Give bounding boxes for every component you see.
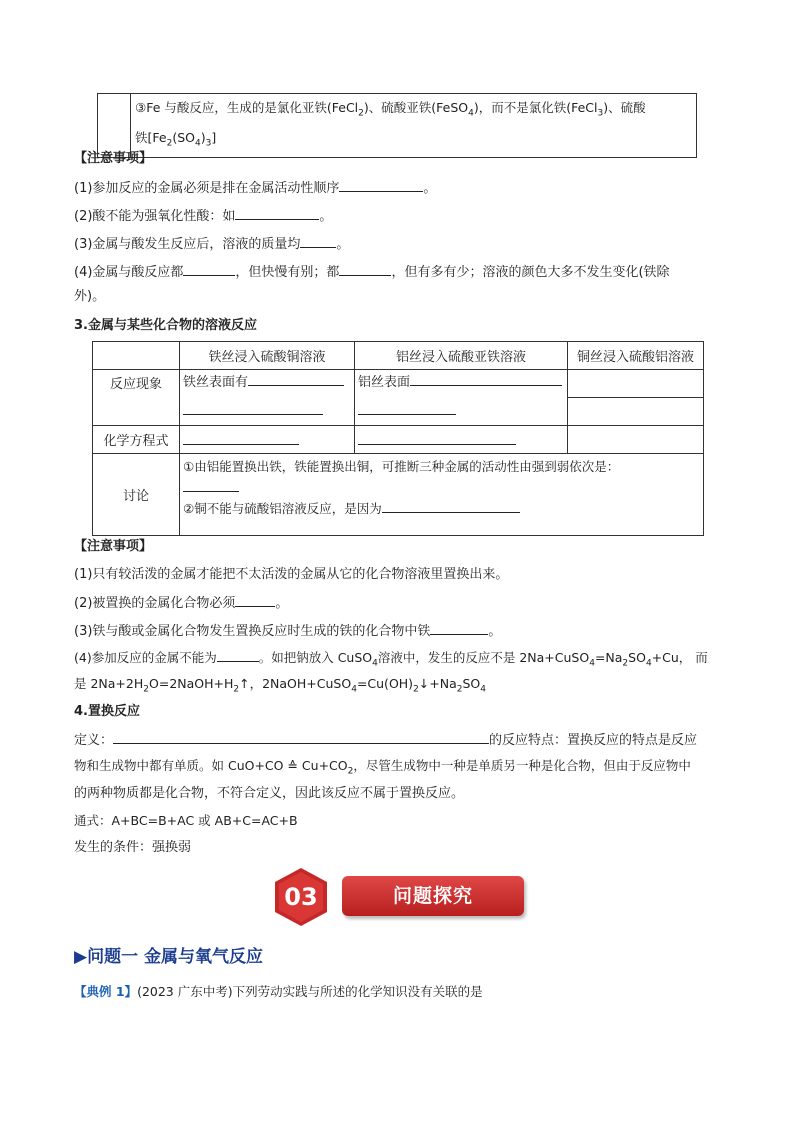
row-label-phenomenon: 反应现象 xyxy=(93,370,180,426)
section4-line3: 的两种物质都是化合物，不符合定义，因此该反应不属于置换反应。 xyxy=(74,786,465,801)
metal-solution-table xyxy=(92,341,704,536)
blank[interactable] xyxy=(339,177,423,192)
blank[interactable] xyxy=(358,430,516,445)
iron-acid-note: ③Fe 与酸反应，生成的是氯化亚铁(FeCl$_2$)、硫酸亚铁(FeSO$_4$)，而不是氯化铁(FeCl$_3$)、硫酸 铁$[Fe_2(SO_4)_3]$ xyxy=(131,94,697,158)
badge-number: 03 xyxy=(284,883,318,911)
blank[interactable] xyxy=(183,261,235,276)
notes2-item1: (1)只有较活泼的金属才能把不太活泼的金属从它的化合物溶液里置换出来。 xyxy=(74,567,509,582)
blank[interactable] xyxy=(430,620,488,635)
notes2-item4-cont: 是 $2Na+2H_2O=2NaOH+H_2↑$，$2NaOH+CuSO_4=Cu(OH)_2↓+Na_2SO_4$ xyxy=(74,676,487,695)
example-line: 【典例 1】(2023 广东中考)下列劳动实践与所述的化学知识没有关联的是 xyxy=(74,984,483,999)
row-label-equation: 化学方程式 xyxy=(93,426,180,454)
notes2-heading: 【注意事项】 xyxy=(74,539,153,554)
section4-general-formula: 通式：A+BC=B+AC 或 AB+C=AC+B xyxy=(74,813,298,828)
badge-label: 问题探究 xyxy=(342,876,524,916)
notes1-item2: (2)酸不能为强氧化性酸：如 。 xyxy=(74,205,724,227)
col-header-3: 铜丝浸入硫酸铝溶液 xyxy=(568,342,704,370)
blank[interactable] xyxy=(358,400,456,415)
blank[interactable] xyxy=(235,592,275,607)
blank[interactable] xyxy=(248,371,344,386)
blank[interactable] xyxy=(300,233,336,248)
blank[interactable] xyxy=(113,729,489,744)
blank[interactable] xyxy=(339,261,391,276)
section4-heading: 4.置换反应 xyxy=(74,704,140,719)
cu-phenomenon xyxy=(568,370,704,426)
notes2-item2: (2)被置换的金属化合物必须 。 xyxy=(74,592,724,614)
notes2-item3: (3)铁与酸或金属化合物发生置换反应时生成的铁的化合物中铁 。 xyxy=(74,620,724,642)
section-badge xyxy=(270,866,530,928)
row-label-discussion: 讨论 xyxy=(93,454,180,536)
discussion-cell: ①由铝能置换出铁，铁能置换出铜，可推断三种金属的活动性由强到弱依次是： ②铜不能与硫酸铝溶液反应，是因为 xyxy=(180,454,704,536)
notes1-item1: (1)参加反应的金属必须是排在金属活动性顺序 。 xyxy=(74,177,724,199)
al-equation xyxy=(355,426,568,454)
blank[interactable] xyxy=(217,647,259,662)
col-header-2: 铝丝浸入硫酸亚铁溶液 xyxy=(355,342,568,370)
section3-heading: 3.金属与某些化合物的溶液反应 xyxy=(74,318,257,333)
section4-definition: 定义： 的反应特点：置换反应的特点是反应 xyxy=(74,729,724,751)
section4-condition: 发生的条件：强换弱 xyxy=(74,840,192,855)
question-title: ▶问题一 金属与氧气反应 xyxy=(74,947,263,967)
blank[interactable] xyxy=(410,371,562,386)
cu-equation xyxy=(568,426,704,454)
example-tag: 【典例 1】 xyxy=(74,984,138,999)
al-phenomenon: 铝丝表面 xyxy=(355,370,568,426)
blank[interactable] xyxy=(183,400,323,415)
blank[interactable] xyxy=(183,477,239,492)
notes1-item4: (4)金属与酸反应都 ，但快慢有别；都 ，但有多有少；溶液的颜色大多不发生变化(铁除 xyxy=(74,261,724,283)
notes2-item4: (4)参加反应的金属不能为 。如把钠放入 CuSO$_4$溶液中，发生的反应不是 $2Na+CuSO_4=Na_2SO_4+Cu$， 而 xyxy=(74,647,724,674)
blank[interactable] xyxy=(382,498,520,513)
notes1-heading: 【注意事项】 xyxy=(74,151,153,166)
section4-line2: 物和生成物中都有单质。如 CuO+CO ≙ $Cu+CO_2$，尽管生成物中一种是单质另一种是化合物，但由于反应物中 xyxy=(74,758,691,777)
notes1-item3: (3)金属与酸发生反应后，溶液的质量均 。 xyxy=(74,233,724,255)
iron-equation xyxy=(180,426,355,454)
cu-phenomenon-line xyxy=(568,370,703,398)
blank[interactable] xyxy=(183,430,299,445)
iron-phenomenon: 铁丝表面有 xyxy=(180,370,355,426)
notes1-item4-cont: 外)。 xyxy=(74,289,106,304)
col-header-1: 铁丝浸入硫酸铜溶液 xyxy=(180,342,355,370)
blank[interactable] xyxy=(235,205,319,220)
table-blank-cell xyxy=(98,94,131,158)
header-blank xyxy=(93,342,180,370)
